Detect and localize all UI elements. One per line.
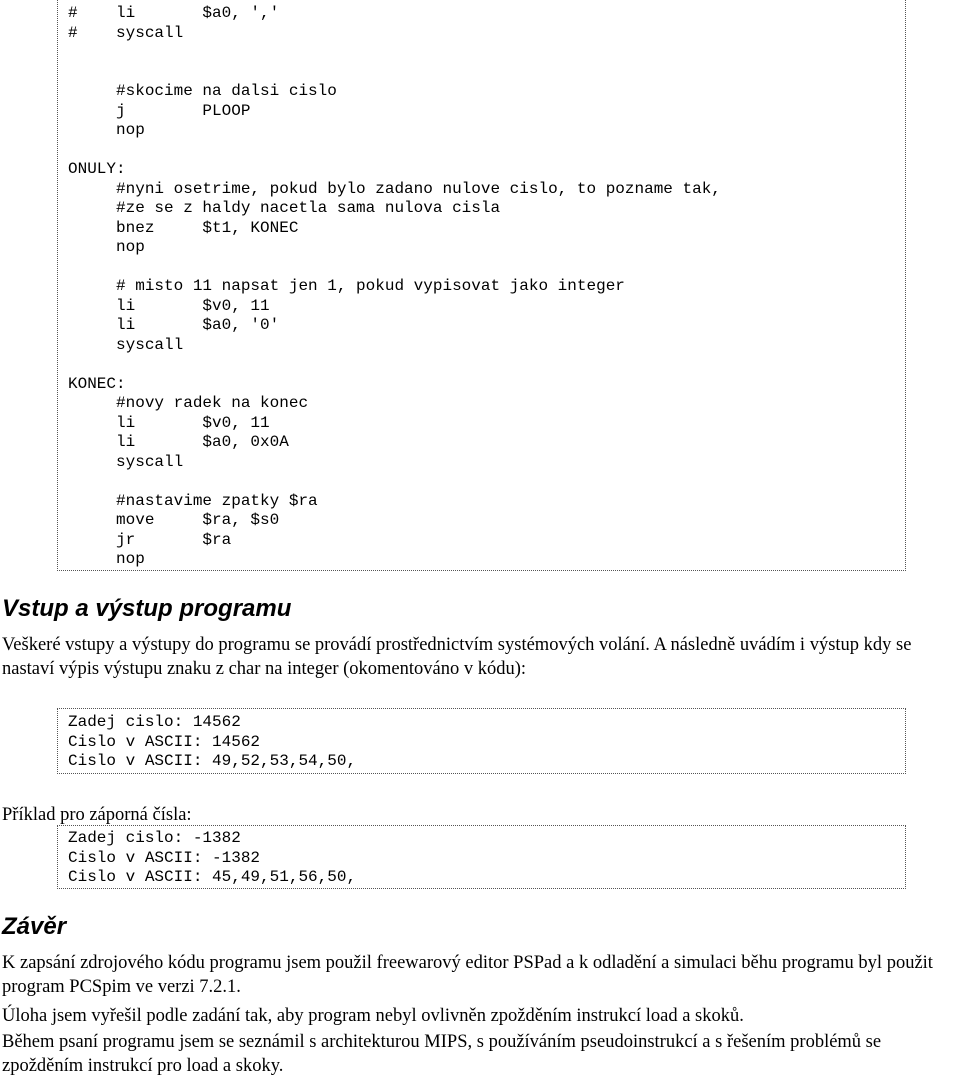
code-listing-text: # li $a0, ',' # syscall #skocime na dalsi cislo j PLOOP nop ONULY: #nyni osetrime, pokud bylo zadano nulove cislo, to pozname tak, #ze se z haldy nacetla sama nulova cisla bnez $t1, KONEC nop # misto 11 napsat jen 1, pokud vypisovat jako integer li $v0, 11 li $a0, '0' syscall KONEC: #novy radek na konec li $v0, 11 li $a0, 0x0A syscall #nastavime zpatky $ra move $ra, $s0 jr $ra nop (68, 4, 721, 568)
example-negative-label: Příklad pro záporná čísla: (2, 805, 192, 825)
section-heading-conclusion: Závěr (2, 913, 67, 940)
output-example-negative-text: Zadej cislo: -1382 Cislo v ASCII: -1382 Cislo v ASCII: 45,49,51,56,50, (68, 829, 357, 886)
section-heading-io: Vstup a výstup programu (2, 595, 292, 622)
output-example-positive (57, 708, 906, 774)
io-description: Veškeré vstupy a výstupy do programu se provádí prostřednictvím systémových volání. A následně uvádím i výstup kdy se nastaví výpis výstupu znaku z char na integer (okomentováno v kódu): (2, 635, 912, 679)
output-example-positive-text: Zadej cislo: 14562 Cislo v ASCII: 14562 Cislo v ASCII: 49,52,53,54,50, (68, 713, 357, 770)
conclusion-paragraph-3: Během psaní programu jsem se seznámil s architekturou MIPS, s používáním pseudoinstrukcí a s řešením problémů se zpožděním instrukcí pro load a skoky. (2, 1032, 882, 1076)
conclusion-paragraph-1: K zapsání zdrojového kódu programu jsem použil freewarový editor PSPad a k odladění a simulaci běhu programu byl použit program PCSpim ve verzi 7.2.1. (2, 953, 933, 997)
conclusion-paragraph-2: Úloha jsem vyřešil podle zadání tak, aby program nebyl ovlivněn zpožděním instrukcí load a skoků. (2, 1006, 744, 1026)
output-example-negative (57, 825, 906, 889)
code-listing (57, 0, 906, 571)
